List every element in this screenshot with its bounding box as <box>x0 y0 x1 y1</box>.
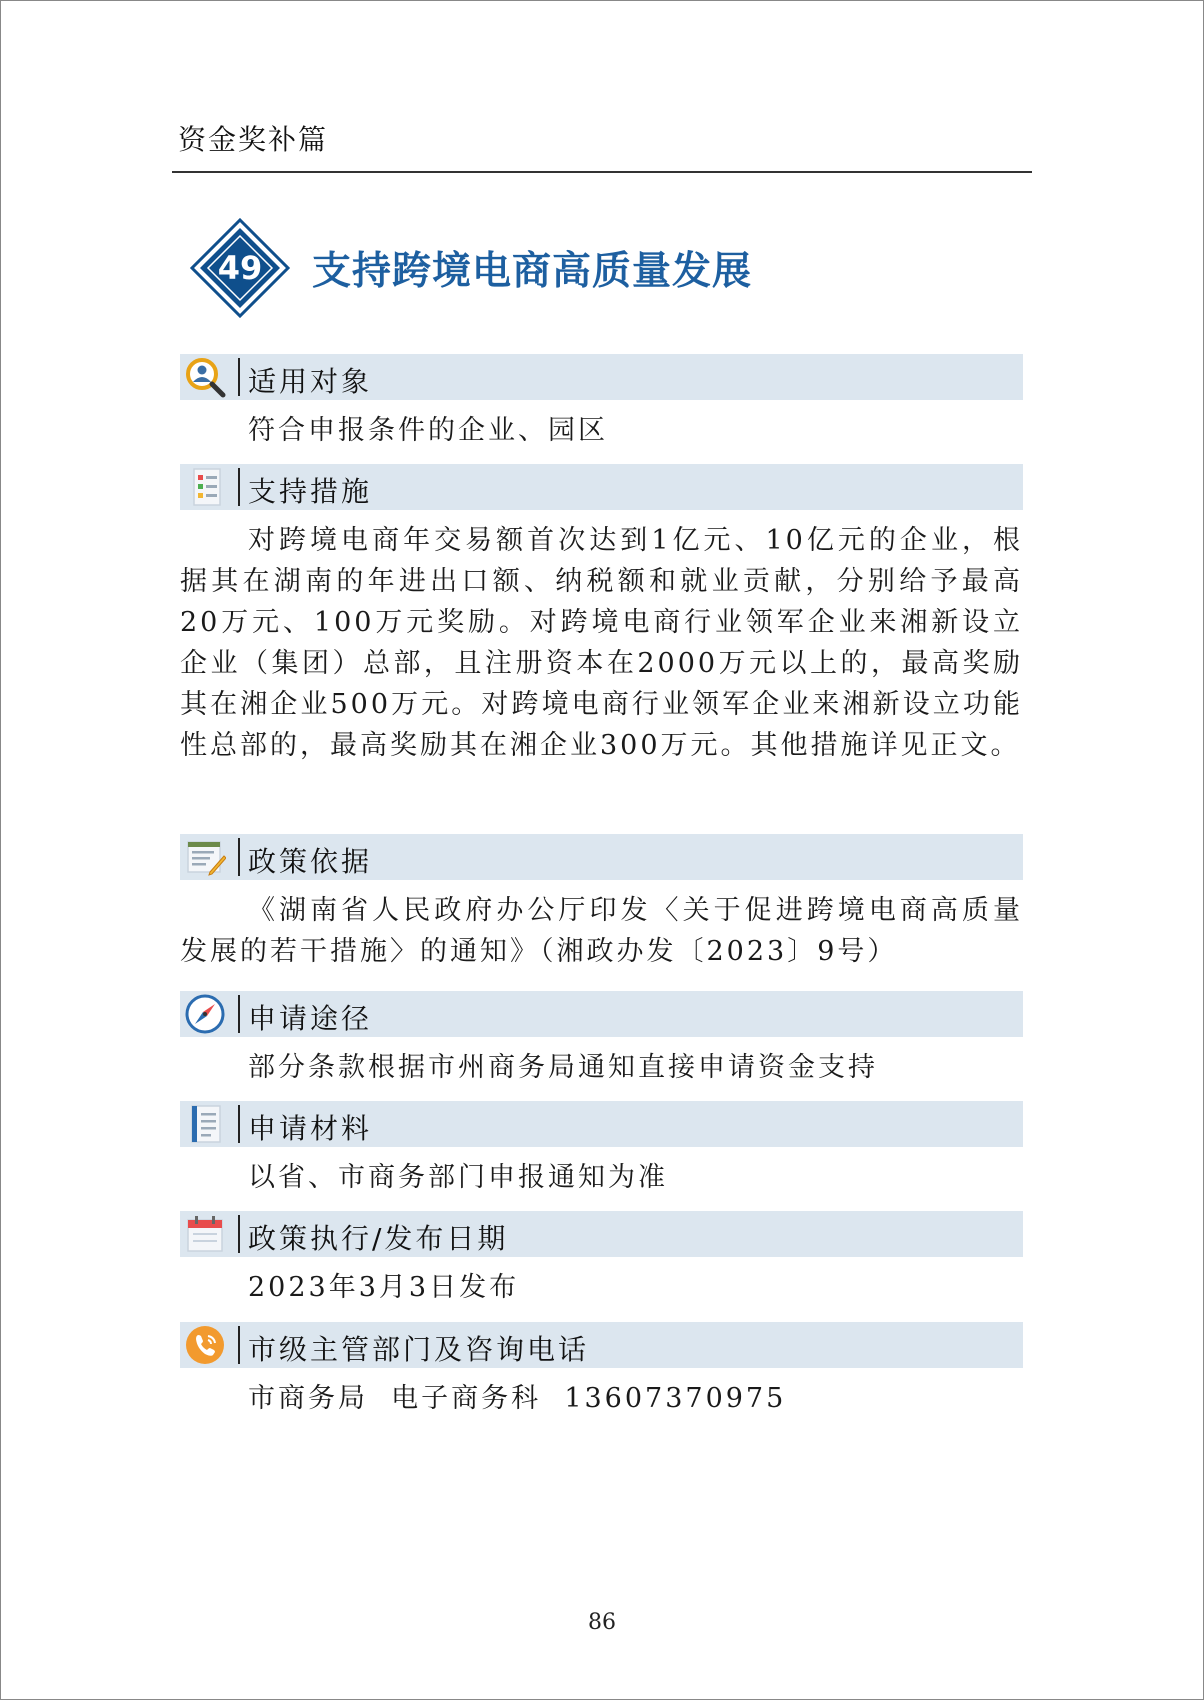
section-title: 适用对象 <box>248 365 373 398</box>
checklist-icon <box>184 466 226 508</box>
section-body: 《湖南省人民政府办公厅印发〈关于促进跨境电商高质量发展的若干措施〉的通知》（湘政办发〔2023〕9号） <box>180 895 1023 967</box>
section-header <box>180 354 1023 400</box>
section-materials <box>180 1101 1023 1198</box>
policy-title-block <box>190 218 1030 318</box>
section-body: 以省、市商务部门申报通知为准 <box>248 1162 668 1193</box>
section-contact <box>180 1322 1023 1419</box>
section-body: 符合申报条件的企业、园区 <box>248 415 608 446</box>
notebook-icon <box>184 1103 226 1145</box>
section-body: 对跨境电商年交易额首次达到1亿元、10亿元的企业，根据其在湖南的年进出口额、纳税额和就业贡献，分别给予最高20万元、100万元奖励。对跨境电商行业领军企业来湘新设立企业（集团）总部，且注册资本在2000万元以上的，最高奖励其在湘企业500万元。对跨境电商行业领军企业来湘新设立功能性总部的，最高奖励其在湘企业300万元。其他措施详见正文。 <box>180 525 1023 761</box>
section-title: 支持措施 <box>248 475 373 508</box>
section-title: 政策依据 <box>248 845 373 878</box>
section-divider <box>238 838 240 876</box>
section-body: 市商务局 电子商务科 13607370975 <box>248 1383 787 1414</box>
policy-title: 支持跨境电商高质量发展 <box>312 248 753 294</box>
section-divider <box>238 1326 240 1364</box>
section-measures <box>180 464 1023 766</box>
section-divider <box>238 1105 240 1143</box>
section-title: 申请途径 <box>248 1002 373 1035</box>
section-body: 2023年3月3日发布 <box>248 1272 520 1303</box>
section-divider <box>238 1215 240 1253</box>
section-target <box>180 354 1023 451</box>
phone-icon <box>184 1324 226 1366</box>
policy-number: 49 <box>217 249 263 287</box>
section-header <box>180 464 1023 510</box>
section-divider <box>238 468 240 506</box>
section-header <box>180 1322 1023 1368</box>
section-body: 部分条款根据市州商务局通知直接申请资金支持 <box>248 1052 878 1083</box>
document-pencil-icon <box>184 836 226 878</box>
section-channel <box>180 991 1023 1088</box>
section-title: 市级主管部门及咨询电话 <box>248 1333 590 1366</box>
calendar-icon <box>184 1213 226 1255</box>
section-title: 政策执行/发布日期 <box>248 1222 509 1255</box>
magnifier-person-icon <box>184 356 226 398</box>
header-rule <box>172 171 1032 173</box>
running-head: 资金奖补篇 <box>178 123 329 156</box>
section-header <box>180 1101 1023 1147</box>
page-number: 86 <box>588 1610 616 1635</box>
section-header <box>180 991 1023 1037</box>
section-divider <box>238 995 240 1033</box>
compass-icon <box>184 993 226 1035</box>
section-header <box>180 1211 1023 1257</box>
section-date <box>180 1211 1023 1308</box>
number-badge-icon <box>190 218 290 318</box>
section-basis <box>180 834 1023 972</box>
section-header <box>180 834 1023 880</box>
section-title: 申请材料 <box>248 1112 373 1145</box>
section-divider <box>238 358 240 396</box>
